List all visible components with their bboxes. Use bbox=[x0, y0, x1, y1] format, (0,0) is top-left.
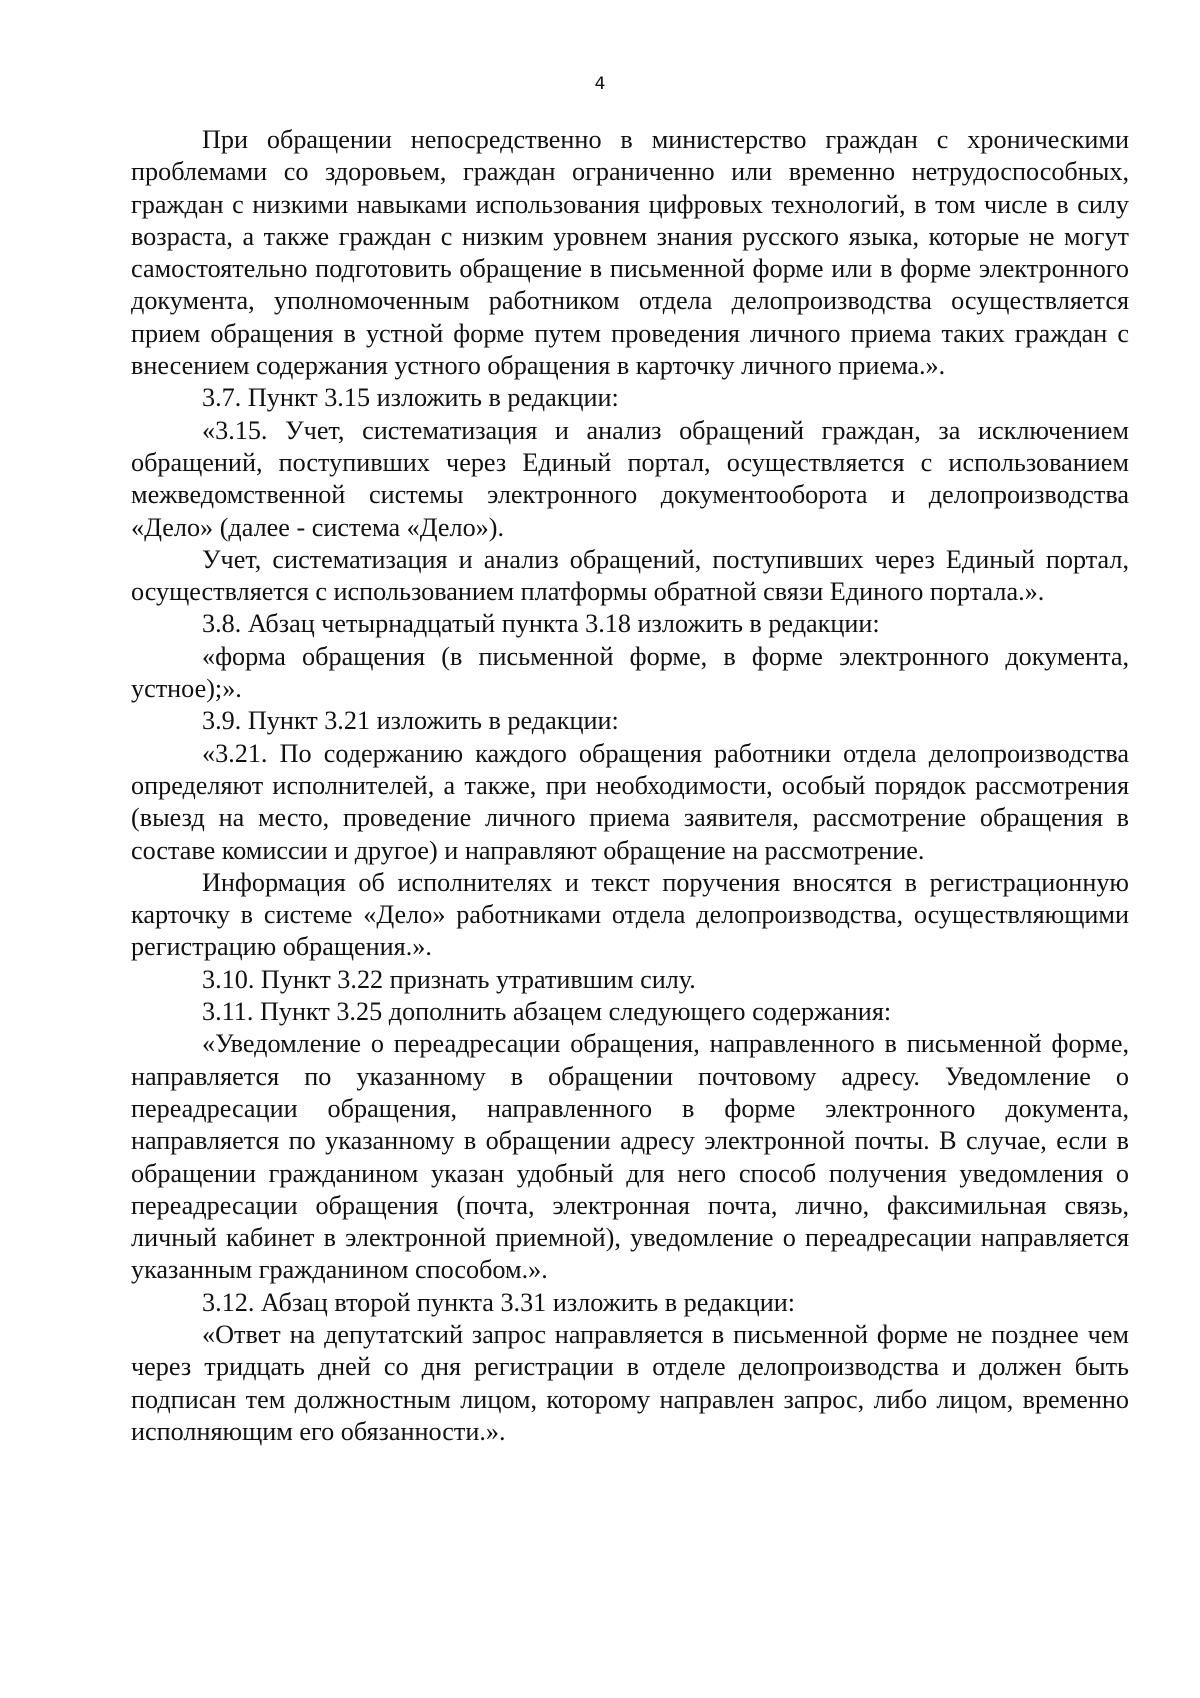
paragraph-3-10: 3.10. Пункт 3.22 признать утратившим силу. bbox=[202, 964, 696, 994]
paragraph-3-18-text: «форма обращения (в письменной форме, в форме электронного документа, устное);». bbox=[131, 641, 1129, 704]
document-body bbox=[131, 124, 1129, 1448]
paragraph-3-15-text: «3.15. Учет, систематизация и анализ обращений граждан, за исключением обращений, поступивших через Единый портал, осуществляется с использованием межведомственной системы электронного документооборота и делопроизводства «Дело» (далее - система «Дело»). bbox=[131, 415, 1129, 542]
paragraph-3-12-heading: 3.12. Абзац второй пункта 3.31 изложить в редакции: bbox=[202, 1287, 796, 1317]
paragraph-3-7-heading: 3.7. Пункт 3.15 изложить в редакции: bbox=[202, 383, 619, 413]
paragraph-3-11-heading: 3.11. Пункт 3.25 дополнить абзацем следующего содержания: bbox=[202, 997, 892, 1027]
paragraph-personal-reception: При обращении непосредственно в министерство граждан с хроническими проблемами со здоровьем, граждан ограниченно или временно нетрудоспособных, граждан с низкими навыками использования цифровых технологий, в том числе в силу возраста, а также граждан с низким уровнем знания русского языка, которые не могут самостоятельно подготовить обращение в письменной форме или в форме электронного документа, уполномоченным работником отдела делопроизводства осуществляется прием обращения в устной форме путем проведения личного приема таких граждан с внесением содержания устного обращения в карточку личного приема.». bbox=[131, 125, 1129, 381]
paragraph-3-31-text: «Ответ на депутатский запрос направляется в письменной форме не позднее чем через тридцать дней со дня регистрации в отделе делопроизводства и должен быть подписан тем должностным лицом, которому направлен запрос, либо лицом, временно исполняющим его обязанности.». bbox=[131, 1319, 1129, 1446]
page-number: 4 bbox=[594, 74, 606, 94]
paragraph-3-25-text: «Уведомление о переадресации обращения, направленного в письменной форме, направляется по указанному в обращении почтовому адресу. Уведомление о переадресации обращения, направленного в форме электронного документа, направляется по указанному в обращении адресу электронной почты. В случае, если в обращении гражданином указан удобный для него способ получения уведомления о переадресации обращения (почта, электронная почта, лично, факсимильная связь, личный кабинет в электронной приемной), уведомление о переадресации направляется указанным гражданином способом.». bbox=[131, 1029, 1129, 1285]
paragraph-3-8-heading: 3.8. Абзац четырнадцатый пункта 3.18 изложить в редакции: bbox=[202, 609, 880, 639]
paragraph-3-9-heading: 3.9. Пункт 3.21 изложить в редакции: bbox=[202, 706, 619, 736]
paragraph-3-21-info: Информация об исполнителях и текст поручения вносятся в регистрационную карточку в системе «Дело» работниками отдела делопроизводства, осуществляющими регистрацию обращения.». bbox=[131, 867, 1129, 962]
paragraph-3-15-portal: Учет, систематизация и анализ обращений, поступивших через Единый портал, осуществляется с использованием платформы обратной связи Единого портала.». bbox=[131, 544, 1129, 607]
paragraph-3-21-text: «3.21. По содержанию каждого обращения работники отдела делопроизводства определяют исполнителей, а также, при необходимости, особый порядок рассмотрения (выезд на место, проведение личного приема заявителя, рассмотрение обращения в составе комиссии и другое) и направляют обращение на рассмотрение. bbox=[131, 738, 1129, 865]
